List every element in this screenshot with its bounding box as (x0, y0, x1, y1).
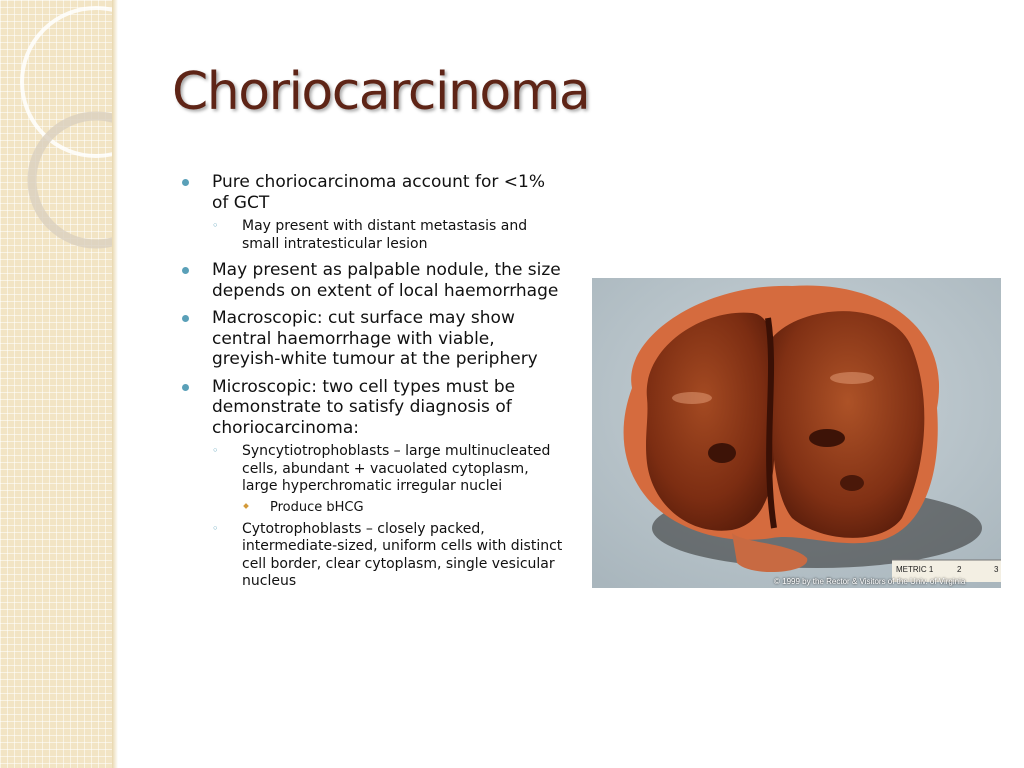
decorative-sidebar (0, 0, 112, 768)
sub-bullet-item (212, 521, 565, 591)
ring-bullet-icon: ◦ (212, 219, 219, 232)
specimen-photo (592, 278, 1001, 588)
bullet-item (180, 308, 565, 370)
specimen-image (592, 278, 1001, 588)
sub-bullet-text: May present with distant metastasis and small intratesticular lesion (242, 218, 528, 252)
ruler-number: 3 (994, 565, 999, 574)
ruler-number: 2 (957, 565, 962, 574)
sub-bullet-text: Cytotrophoblasts – closely packed, intermediate-sized, uniform cells with distinct cell border, clear cytoplasm, single vesicular nucleus (242, 520, 563, 589)
bullet-item (180, 260, 565, 301)
sub-sub-bullet-text: Produce bHCG (270, 499, 364, 515)
bullet-text: May present as palpable nodule, the size depends on extent of local haemorrhage (212, 260, 561, 301)
slide-title: Choriocarcinoma (172, 62, 590, 122)
round-bullet-icon (182, 267, 189, 274)
ring-bullet-icon: ◦ (212, 444, 219, 457)
bullet-item (180, 172, 565, 253)
sub-sub-bullet-item (242, 499, 565, 516)
bullet-text: Macroscopic: cut surface may show central haemorrhage with viable, greyish-white tumour at the periphery (212, 308, 538, 369)
round-bullet-icon (182, 179, 189, 186)
sub-bullet-text: Syncytiotrophoblasts – large multinucleated cells, abundant + vacuolated cytoplasm, large hyperchromatic irregular nuclei (242, 443, 551, 494)
decorative-circles (0, 0, 112, 768)
sidebar-edge (112, 0, 118, 768)
bullet-item (180, 377, 565, 591)
round-bullet-icon (182, 315, 189, 322)
round-bullet-icon (182, 384, 189, 391)
diamond-bullet-icon (243, 503, 249, 509)
ruler-label: METRIC 1 (896, 565, 934, 574)
sub-bullet-item (212, 218, 565, 253)
bullet-list (180, 172, 565, 598)
bullet-text: Microscopic: two cell types must be demonstrate to satisfy diagnosis of choriocarcinoma: (212, 376, 516, 438)
sub-bullet-item (212, 443, 565, 516)
image-credit: © 1999 by the Rector & Visitors of the Univ. of Virginia (774, 577, 966, 586)
bullet-text: Pure choriocarcinoma account for <1% of GCT (212, 172, 545, 213)
ring-bullet-icon: ◦ (212, 521, 219, 535)
